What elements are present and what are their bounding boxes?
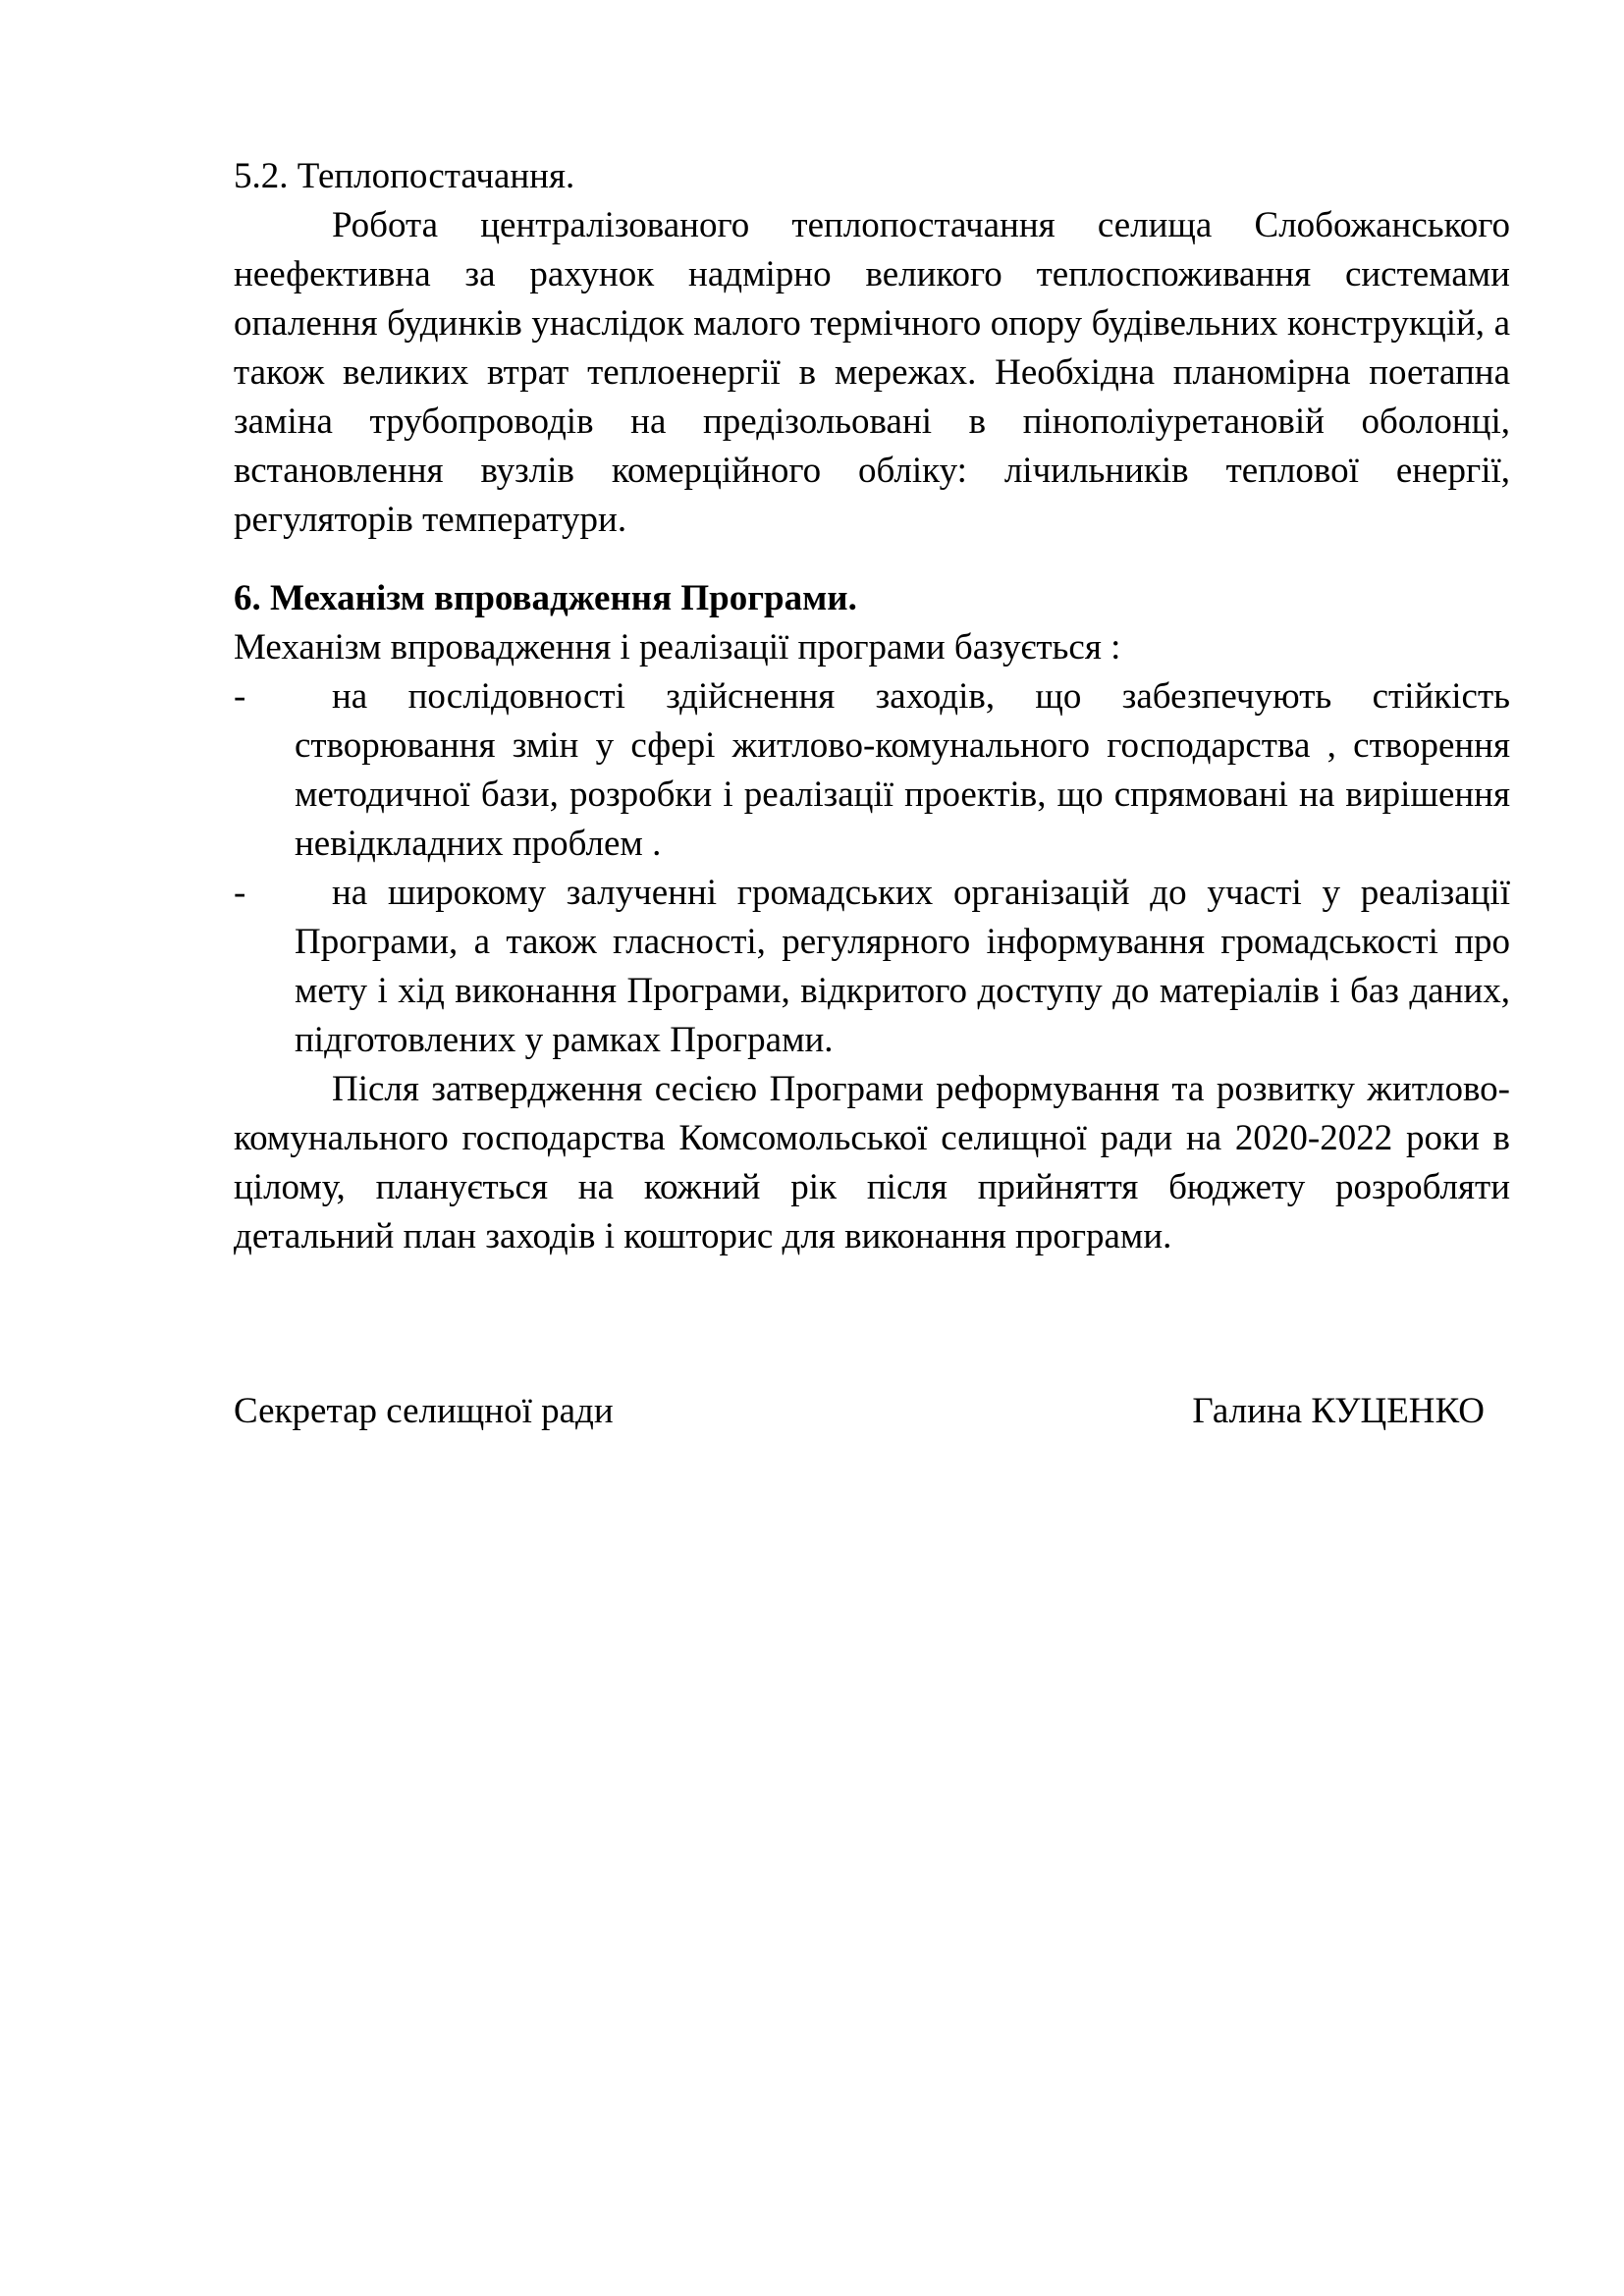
list-item-text: на послідовності здійснення заходів, що забезпечують стійкість створювання змін у сфері житлово-комунального господарства , створення методичної бази, розробки і реалізації проектів, що спрямовані на вирішення невідкладних проблем . xyxy=(295,676,1510,864)
signature-block xyxy=(234,1387,1510,1436)
document-page xyxy=(234,152,1510,1431)
list-item-marker: - xyxy=(234,873,246,913)
list-item-text: на широкому залученні громадських організацій до участі у реалізації Програми, а також гласності, регулярного інформування громадськості про мету і хід виконання Програми, відкритого доступу до матеріалів і баз даних, підготовлених у рамках Програми. xyxy=(295,873,1510,1060)
section-6 xyxy=(234,574,1510,1261)
list-item-marker: - xyxy=(234,676,246,717)
list-item xyxy=(234,672,1510,869)
section-5-2-paragraph: Робота централізованого теплопостачання селища Слобожанського неефективна за рахунок надмірно великого теплоспоживання системами опалення будинків унаслідок малого термічного опору будівельних конструкцій, а також великих втрат теплоенергії в мережах. Необхідна планомірна поетапна заміна трубопроводів на предізольовані в пінополіуретановій оболонці, встановлення вузлів комерційного обліку: лічильників теплової енергії, регуляторів температури. xyxy=(234,205,1510,540)
section-6-closing-paragraph: Після затвердження сесією Програми реформування та розвитку житлово-комунального господарства Комсомольської селищної ради на 2020-2022 роки в цілому, планується на кожний рік після прийняття бюджету розробляти детальний план заходів і кошторис для виконання програми. xyxy=(234,1069,1510,1256)
signature-name: Галина КУЦЕНКО xyxy=(1192,1391,1485,1431)
section-5-2-heading: 5.2. Теплопостачання. xyxy=(234,156,575,196)
section-6-intro: Механізм впровадження і реалізації програми базується : xyxy=(234,627,1121,667)
section-6-heading: 6. Механізм впровадження Програми. xyxy=(234,578,857,618)
list-item xyxy=(234,869,1510,1065)
signature-title: Секретар селищної ради xyxy=(234,1391,614,1431)
